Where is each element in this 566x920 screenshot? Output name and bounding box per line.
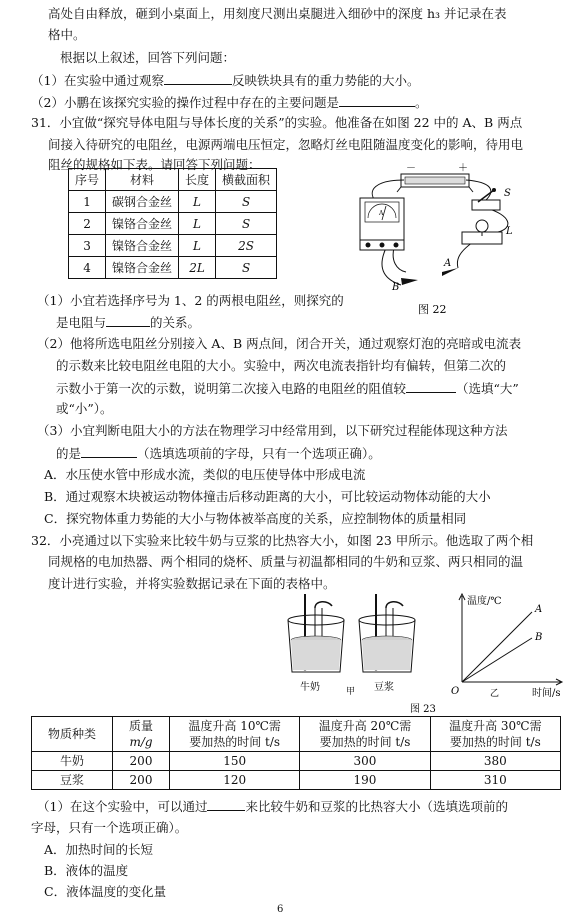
intro-q1-text-a: （1）在实验中通过观察	[31, 73, 164, 88]
table-row	[69, 213, 277, 235]
table-cell: L	[179, 191, 216, 213]
beaker-milk-icon	[288, 594, 344, 672]
q31-p2-line-3	[56, 378, 519, 399]
table-cell: 200	[113, 752, 170, 771]
q32-option-a: A．加热时间的长短	[44, 842, 154, 857]
point-b-label: B	[392, 282, 400, 293]
table-cell: 300	[300, 752, 430, 771]
battery-icon	[397, 174, 473, 192]
graph-line-b	[462, 638, 532, 682]
table-cell: L	[179, 213, 216, 235]
circuit-figure	[346, 160, 526, 320]
battery-plus-label: ＋	[458, 163, 468, 174]
intro-line-3: 根据以上叙述，回答下列问题：	[60, 50, 236, 65]
table-cell: S	[216, 191, 277, 213]
q31-option-b: B．通过观察木块被运动物体撞击后移动距离的大小，可比较运动物体动能的大小	[44, 489, 491, 504]
q31-option-a: A．水压使水管中形成水流，类似的电压使导体中形成电流	[44, 467, 366, 482]
table-cell: 380	[430, 752, 560, 771]
q31-p1-text-c: 的关系。	[150, 315, 201, 330]
table-header: 质量 m/g	[113, 717, 170, 752]
table-row	[32, 771, 561, 790]
q31-p1-line-1: （1）小宜若选择序号为 1、2 的两根电阻丝，则探究的	[37, 293, 344, 308]
table-cell: 4	[69, 257, 106, 279]
q32-p1-text-b: 来比较牛奶和豆浆的比热容大小（选填选项前的	[245, 799, 508, 814]
table-cell: 2S	[216, 235, 277, 257]
q32-p1-text-a: （1）在这个实验中，可以通过	[37, 799, 208, 814]
table-cell: 120	[170, 771, 300, 790]
q31-p2-line-2: 的示数来比较电阻丝电阻的大小。实验中，两次电流表指针均有偏转，但第二次的	[56, 358, 507, 373]
beaker-soymilk-icon	[359, 594, 415, 672]
q32-line-1: 32．小亮通过以下实验来比较牛奶与豆浆的比热容大小，如图 23 甲所示。他选取了两个相	[31, 533, 534, 548]
q31-p1-text-b: 是电阻与	[56, 315, 107, 330]
table-cell: 1	[69, 191, 106, 213]
graph-x-axis-label: 时间/s	[532, 688, 561, 699]
table-cell: 镍铬合金丝	[106, 257, 179, 279]
table-cell: 碳钢合金丝	[106, 191, 179, 213]
intro-q2-text-b: 。	[414, 95, 428, 110]
q31-p1-line-2	[56, 312, 200, 333]
intro-q1-text-b: 反映铁块具有的重力势能的大小。	[231, 73, 420, 88]
table-header-row	[32, 717, 561, 752]
table-row	[69, 235, 277, 257]
q31-p3-text-b: （选填选项前的字母，只有一个选项正确）。	[137, 446, 381, 461]
q31-p2-line-4: 或“小”）。	[56, 401, 113, 416]
heating-figure	[270, 590, 566, 714]
q31-p2-line-1: （2）他将所选电阻丝分别接入 A、B 两点间，闭合开关，通过观察灯泡的亮暗或电流表	[37, 336, 522, 351]
table-header: 物质种类	[32, 717, 113, 752]
clip-b-icon	[401, 278, 418, 285]
resistance-wire-table	[68, 168, 277, 279]
q31-p2-text-a: 示数小于第一次的示数，说明第二次接入电路的电阻丝的阻值较	[56, 381, 407, 396]
graph-y-axis-label: 温度/℃	[467, 596, 502, 607]
ammeter-icon	[360, 198, 404, 250]
intro-line-2: 格中。	[48, 27, 86, 42]
switch-icon	[472, 188, 500, 210]
q31-p3-text-a: 的是	[56, 446, 82, 461]
q32-p1-line-1	[37, 796, 508, 817]
q31-option-c: C．探究物体重力势能的大小与物体被举高度的关系，应控制物体的质量相同	[44, 511, 467, 526]
heating-data-table	[31, 716, 561, 790]
intro-question-2	[31, 92, 427, 113]
answer-blank[interactable]	[164, 70, 232, 85]
table-cell: 2	[69, 213, 106, 235]
table-header: 横截面积	[216, 169, 277, 191]
table-cell: 镍铬合金丝	[106, 213, 179, 235]
table-cell: 2L	[179, 257, 216, 279]
answer-blank[interactable]	[207, 796, 245, 811]
lamp-icon	[462, 220, 502, 244]
table-header: 长度	[179, 169, 216, 191]
table-cell: 豆浆	[32, 771, 113, 790]
q31-line-2: 间接入待研究的电阻丝，电源两端电压恒定，忽略灯丝电阻随温度变化的影响，待用电	[48, 137, 524, 152]
q32-p1-line-2: 字母，只有一个选项正确）。	[31, 820, 188, 835]
table-cell: 310	[430, 771, 560, 790]
table-cell: 150	[170, 752, 300, 771]
figure-22-caption: 图 22	[418, 303, 447, 316]
answer-blank[interactable]	[406, 378, 456, 393]
table-cell: S	[216, 257, 277, 279]
graph-origin-label: O	[451, 686, 460, 697]
lamp-label: L	[506, 226, 513, 237]
table-row	[32, 752, 561, 771]
table-header-row	[69, 169, 277, 191]
battery-minus-label: －	[406, 163, 416, 174]
intro-question-1	[31, 70, 419, 91]
q32-option-c: C．液体温度的变化量	[44, 884, 167, 899]
intro-q2-text-a: （2）小鹏在该探究实验的操作过程中存在的主要问题是	[31, 95, 339, 110]
table-cell: L	[179, 235, 216, 257]
clip-a-icon	[442, 268, 458, 276]
q31-p2-text-b: （选填“大”	[456, 381, 519, 396]
figure-yi-label: 乙	[490, 689, 500, 699]
table-cell: 190	[300, 771, 430, 790]
beaker-soymilk-label: 豆浆	[374, 682, 394, 693]
table-header: 序号	[69, 169, 106, 191]
graph-line-a	[462, 612, 532, 682]
table-row	[69, 257, 277, 279]
q32-line-3: 度计进行实验，并将实验数据记录在下面的表格中。	[48, 576, 336, 591]
answer-blank[interactable]	[81, 443, 137, 458]
answer-blank[interactable]	[106, 312, 150, 327]
svg-text:A: A	[379, 210, 384, 217]
table-cell: 3	[69, 235, 106, 257]
table-header: 温度升高 20℃需 要加热的时间 t/s	[300, 717, 430, 752]
graph-line-a-label: A	[535, 604, 543, 615]
q31-p3-line-2	[56, 443, 381, 464]
table-header: 材料	[106, 169, 179, 191]
graph-line-b-label: B	[535, 632, 543, 643]
q32-option-b: B．液体的温度	[44, 863, 129, 878]
table-cell: 牛奶	[32, 752, 113, 771]
figure-jia-label: 甲	[346, 687, 356, 697]
q31-p3-line-1: （3）小宜判断电阻大小的方法在物理学习中经常用到，以下研究过程能体现这种方法	[37, 423, 508, 438]
page-number: 6	[277, 904, 284, 915]
answer-blank[interactable]	[339, 92, 415, 107]
table-cell: 200	[113, 771, 170, 790]
q31-line-1: 31．小宜做“探究导体电阻与导体长度的关系”的实验。他准备在如图 22 中的 A、B 两点	[31, 115, 523, 130]
point-a-label: A	[444, 258, 452, 269]
table-header: 温度升高 30℃需 要加热的时间 t/s	[430, 717, 560, 752]
figure-23-caption: 图 23	[410, 704, 436, 714]
table-cell: 镍铬合金丝	[106, 235, 179, 257]
table-row	[69, 191, 277, 213]
switch-label: S	[504, 188, 511, 199]
intro-line-1: 高处自由释放，砸到小桌面上，用刻度尺测出桌腿进入细砂中的深度 h₃ 并记录在表	[48, 6, 507, 21]
beaker-milk-label: 牛奶	[300, 682, 320, 693]
q32-line-2: 同规格的电加热器、两个相同的烧杯、质量与初温都相同的牛奶和豆浆、两只相同的温	[48, 554, 524, 569]
table-header: 温度升高 10℃需 要加热的时间 t/s	[170, 717, 300, 752]
q31-line-3: 阻丝的规格如下表。请回答下列问题：	[48, 157, 261, 172]
table-cell: S	[216, 213, 277, 235]
